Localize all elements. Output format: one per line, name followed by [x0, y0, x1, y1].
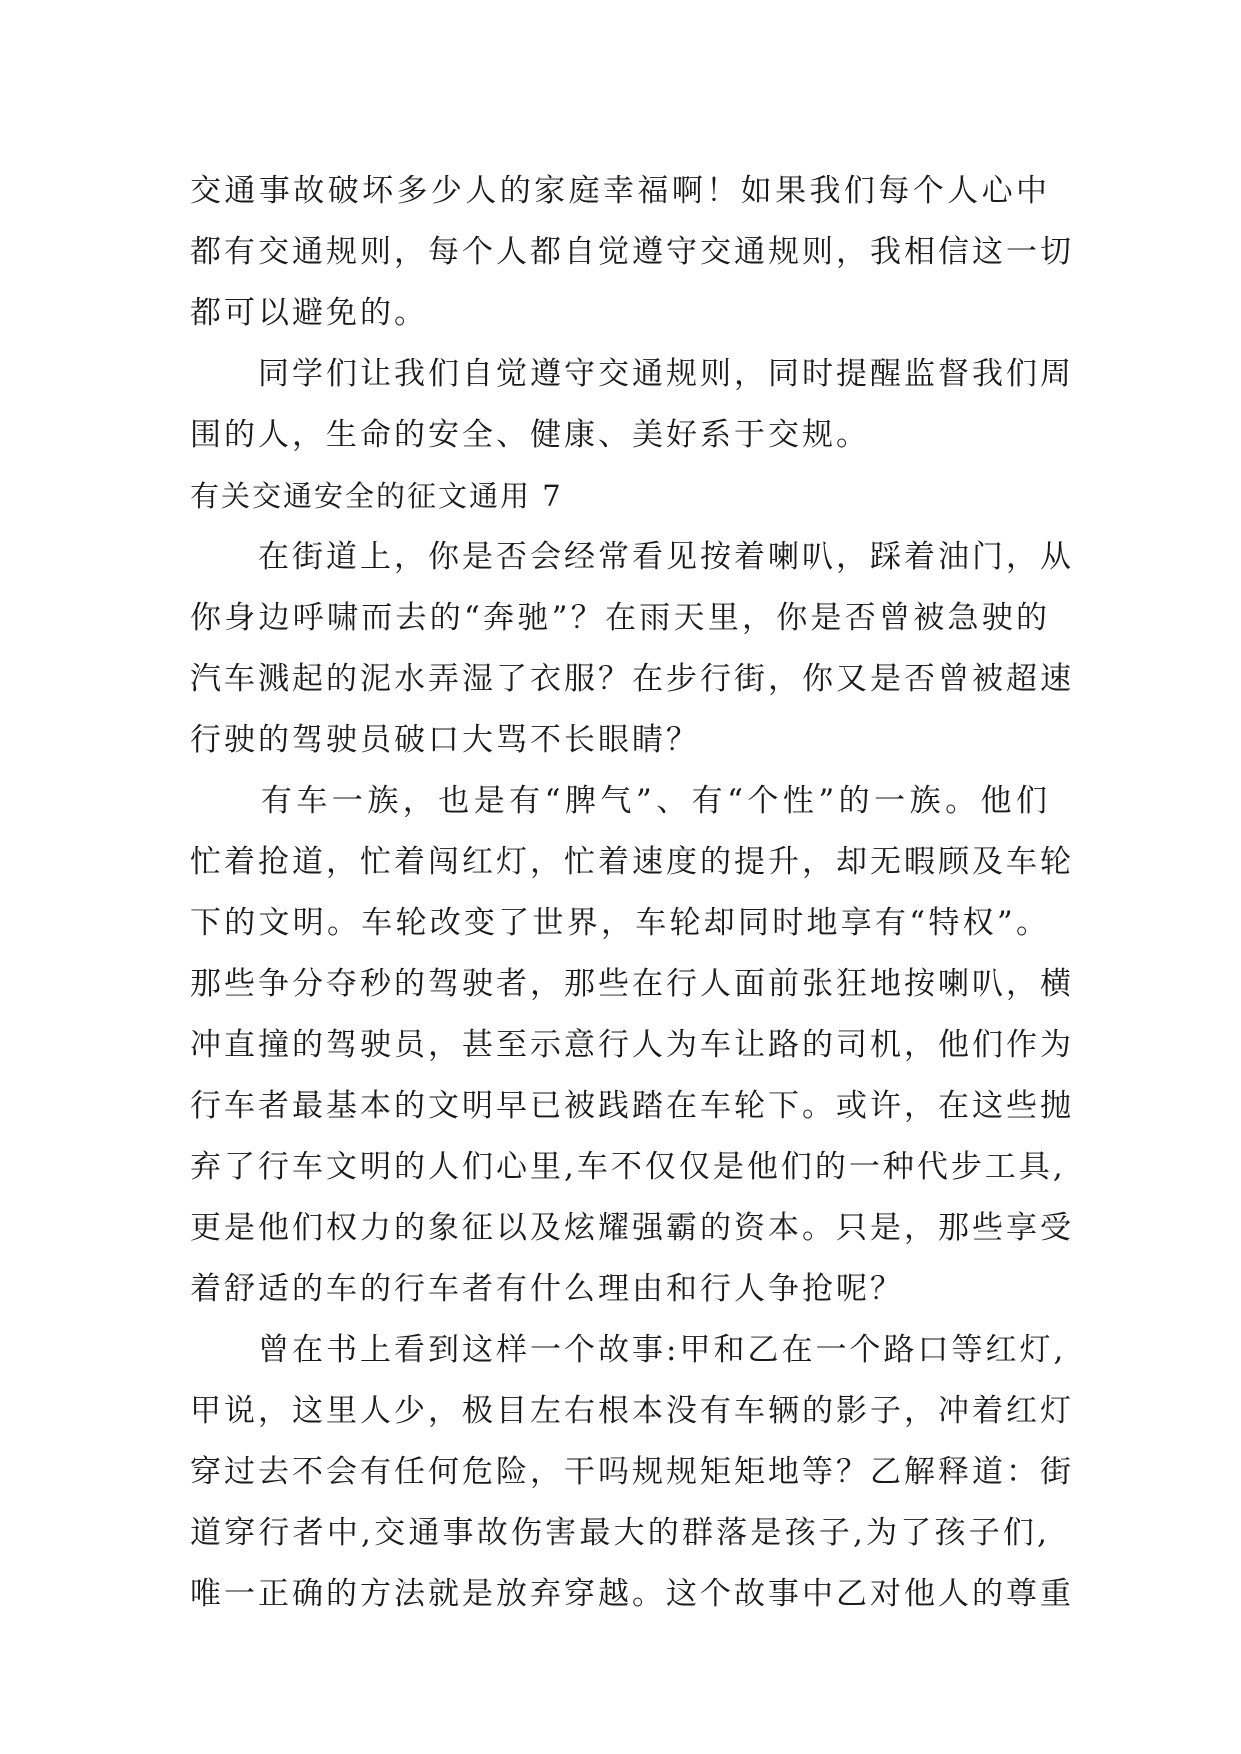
- text-line: 都可以避免的。: [190, 295, 428, 331]
- text-line: 围的人，生命的安全、健康、美好系于交规。: [190, 417, 870, 453]
- text-line: 曾在书上看到这样一个故事:甲和乙在一个路口等红灯,: [190, 1332, 1067, 1368]
- document-body: [190, 161, 1074, 1625]
- text-line: 你身边呼啸而去的“奔驰”？在雨天里，你是否曾被急驶的: [190, 600, 1050, 636]
- text-line: 有车一族，也是有“脾气”、有“个性”的一族。他们: [190, 783, 1050, 819]
- text-line: 唯一正确的方法就是放弃穿越。这个故事中乙对他人的尊重: [190, 1576, 1074, 1612]
- text-line: 都有交通规则，每个人都自觉遵守交通规则，我相信这一切: [190, 234, 1074, 270]
- text-line: 行驶的驾驶员破口大骂不长眼睛？: [190, 722, 700, 758]
- paragraph-3: [190, 527, 1074, 771]
- text-line: 甲说，这里人少，极目左右根本没有车辆的影子，冲着红灯: [190, 1393, 1074, 1429]
- section-heading: 有关交通安全的征文通用 7: [190, 479, 563, 513]
- text-line: 忙着抢道，忙着闯红灯，忙着速度的提升，却无暇顾及车轮: [190, 844, 1074, 880]
- text-line: 穿过去不会有任何危险，干吗规规矩矩地等？乙解释道：街: [190, 1454, 1074, 1490]
- text-line: 着舒适的车的行车者有什么理由和行人争抢呢？: [190, 1271, 904, 1307]
- paragraph-1: [190, 161, 1074, 344]
- paragraph-4: [190, 771, 1074, 1320]
- text-line: 汽车溅起的泥水弄湿了衣服？在步行街，你又是否曾被超速: [190, 661, 1074, 697]
- paragraph-2: [190, 344, 1074, 466]
- text-line: 在街道上，你是否会经常看见按着喇叭，踩着油门，从: [190, 539, 1074, 575]
- text-line: 道穿行者中,交通事故伤害最大的群落是孩子,为了孩子们,: [190, 1515, 1050, 1551]
- text-line: 下的文明。车轮改变了世界，车轮却同时地享有“特权”。: [190, 905, 1050, 941]
- paragraph-5: [190, 1320, 1074, 1625]
- text-line: 行车者最基本的文明早已被践踏在车轮下。或许，在这些抛: [190, 1088, 1074, 1124]
- text-line: 交通事故破坏多少人的家庭幸福啊！如果我们每个人心中: [190, 173, 1050, 209]
- text-line: 那些争分夺秒的驾驶者，那些在行人面前张狂地按喇叭，横: [190, 966, 1074, 1002]
- text-line: 更是他们权力的象征以及炫耀强霸的资本。只是，那些享受: [190, 1210, 1074, 1246]
- text-line: 弃了行车文明的人们心里,车不仅仅是他们的一种代步工具,: [190, 1149, 1066, 1185]
- text-line: 同学们让我们自觉遵守交通规则，同时提醒监督我们周: [190, 356, 1074, 392]
- text-line: 冲直撞的驾驶员，甚至示意行人为车让路的司机，他们作为: [190, 1027, 1074, 1063]
